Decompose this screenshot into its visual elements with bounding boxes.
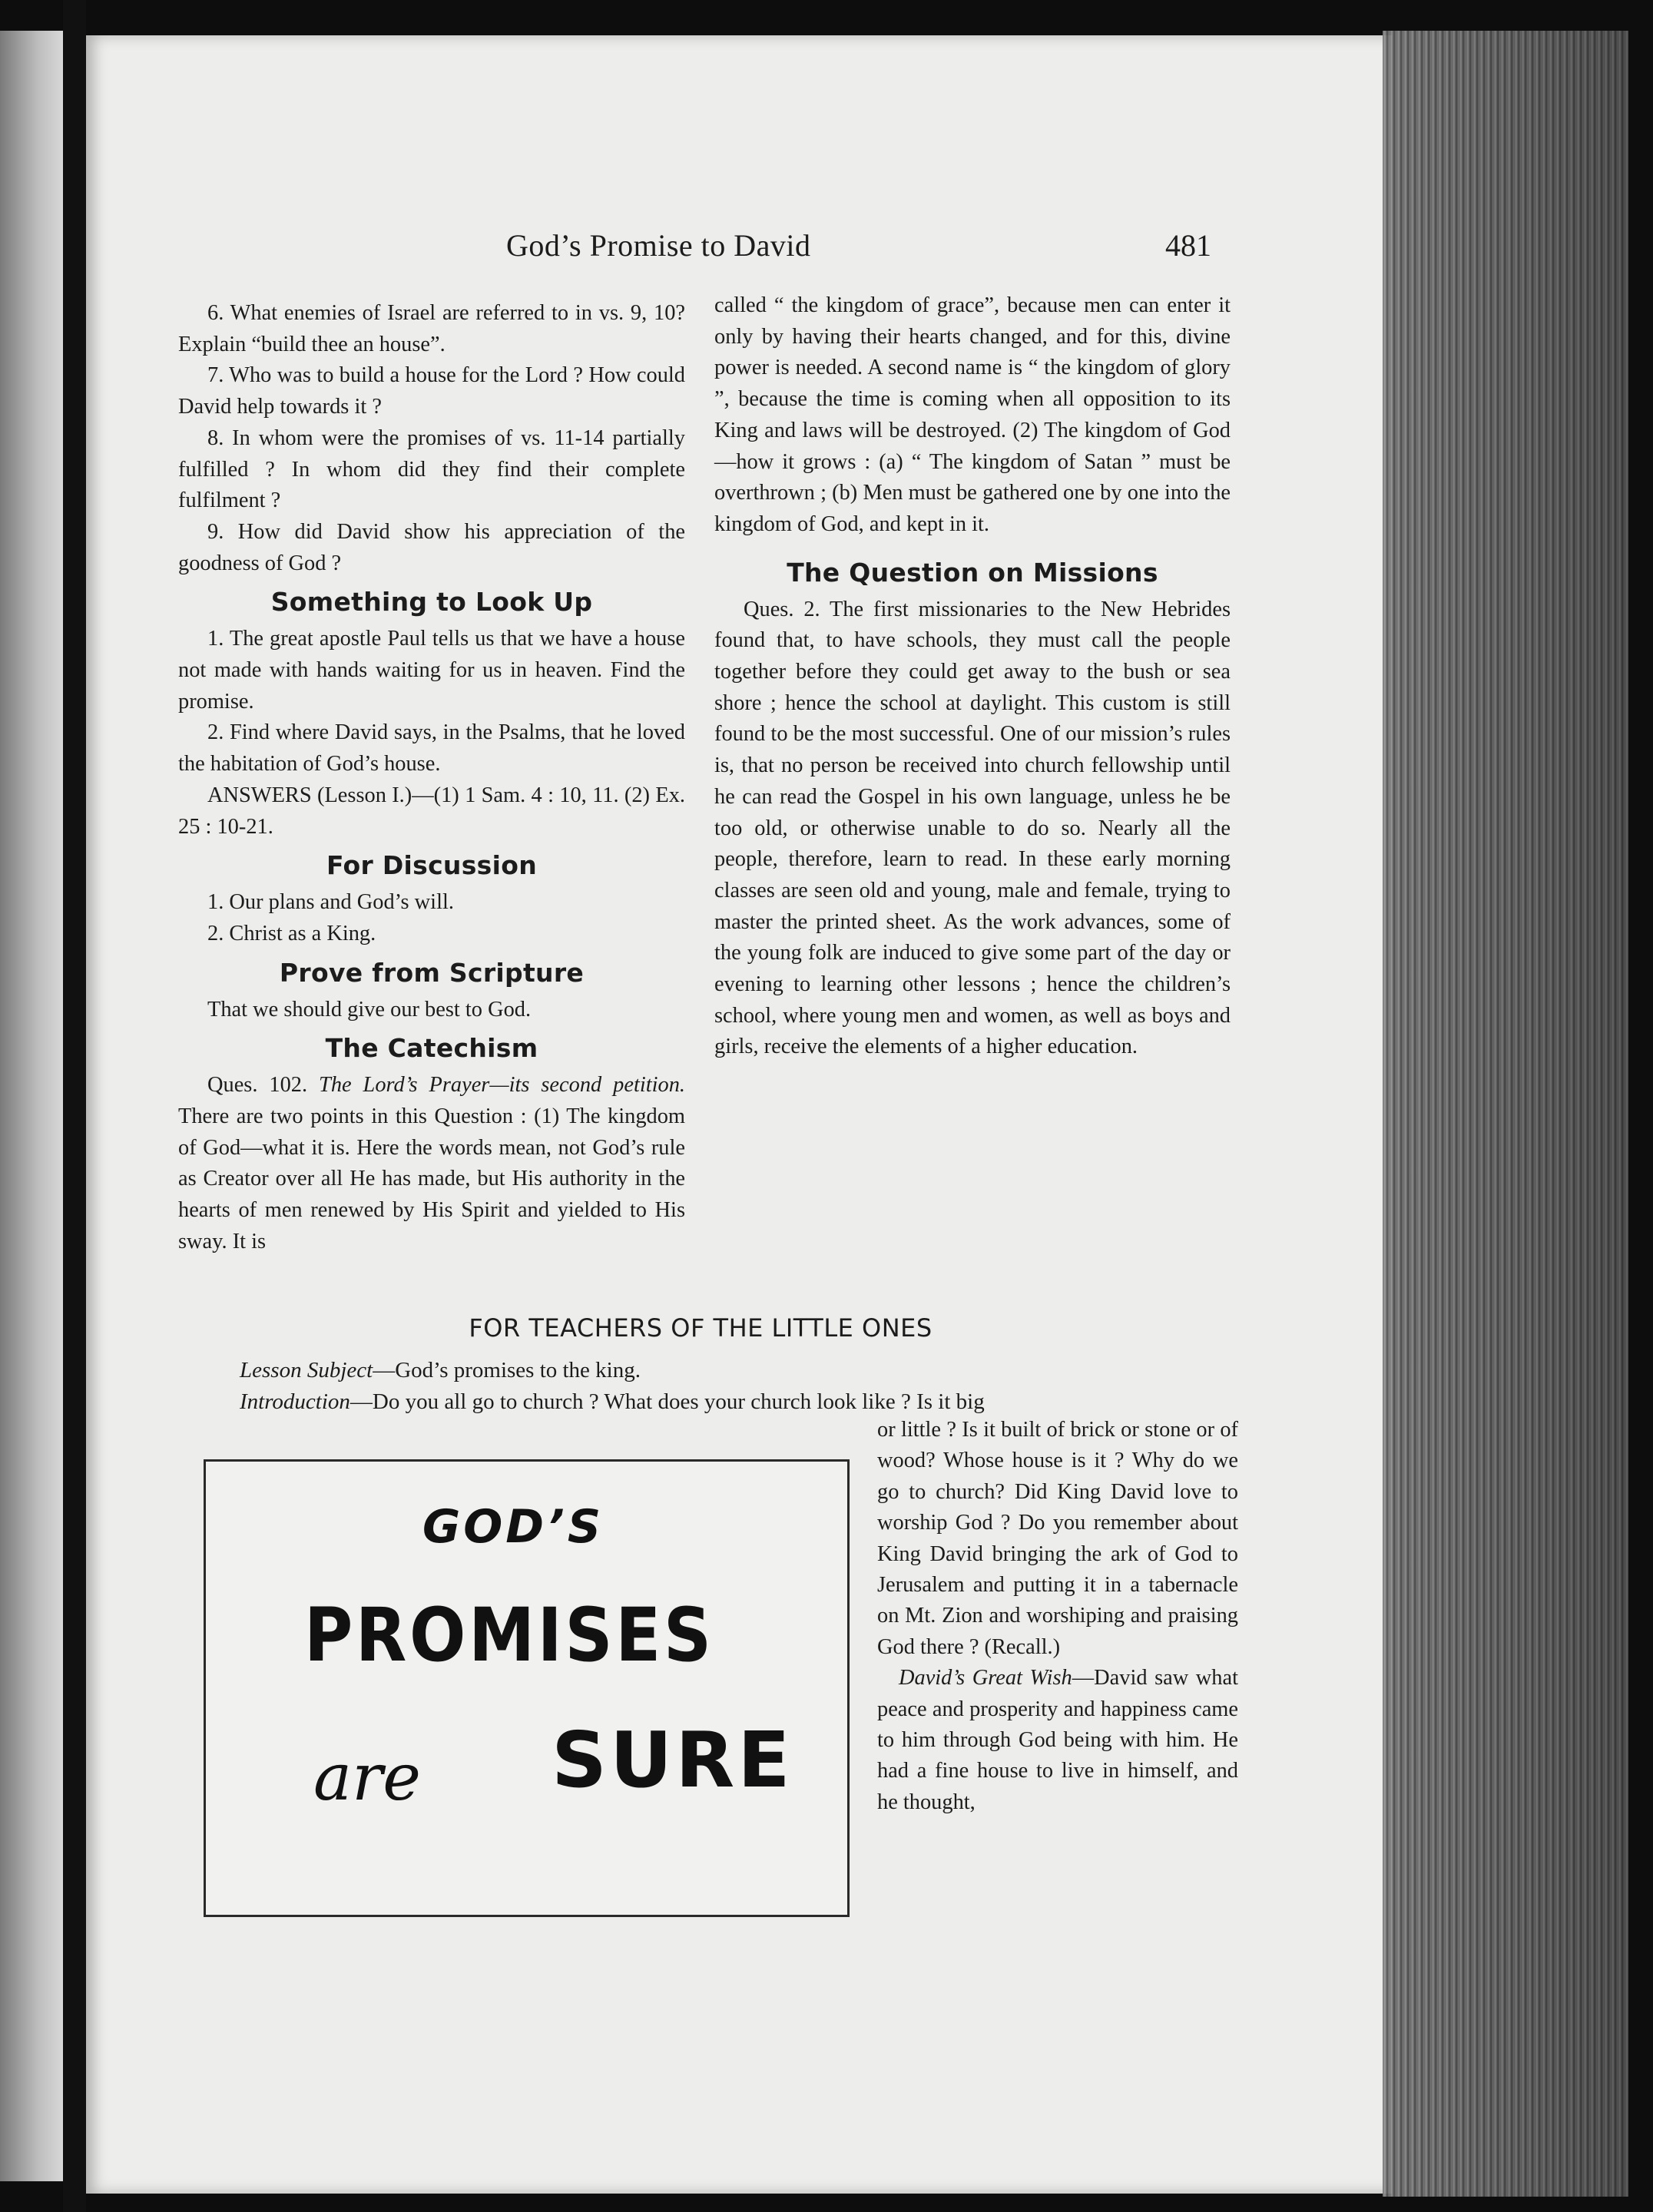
discussion-item-2: 2. Christ as a King. (207, 921, 376, 945)
story-continuation: or little ? Is it built of brick or stone or of wood? Whose house is it ? Why do we go to church? Did King David love to worship God ? Do you remember about King David bringing the ark of God to Jerusalem and putting it in a tabernacle on Mt. Zion and worshiping and praising God there ? (Recall.) (877, 1418, 1238, 1659)
scripture-text: That we should give our best to God. (207, 997, 532, 1022)
book-gutter (63, 0, 86, 2212)
wish-label: David’s Great Wish (899, 1666, 1072, 1690)
poster-line-promises: PROMISES (304, 1592, 714, 1678)
missions-heading: The Question on Missions (787, 557, 1158, 588)
catechism-heading: The Catechism (325, 1033, 538, 1064)
teachers-heading: FOR TEACHERS OF THE LITTLE ONES (469, 1313, 933, 1343)
page-number: 481 (1165, 228, 1211, 263)
answers: ANSWERS (Lesson I.)—(1) 1 Sam. 4 : 10, 11. (2) Ex. 25 : 10-21. (178, 783, 685, 839)
discussion-heading: For Discussion (326, 850, 537, 881)
left-page-edge (0, 31, 63, 2181)
discussion-item-1: 1. Our plans and God’s will. (207, 890, 454, 915)
story-column (877, 1415, 1238, 1818)
davids-wish-paragraph (877, 1663, 1238, 1818)
poster-line-gods: GOD’S (422, 1500, 605, 1554)
introduction-label: Introduction (240, 1389, 350, 1414)
running-title: God’s Promise to David (506, 228, 811, 263)
left-column (178, 298, 685, 1258)
lesson-subject (240, 1355, 641, 1386)
scripture-heading: Prove from Scripture (279, 957, 585, 988)
question-9: 9. How did David show his appreciation of the goodness of God ? (178, 519, 685, 575)
question-8: 8. In whom were the promises of vs. 11-14 partially fulfilled ? In whom did they find their complete fulfilment ? (178, 426, 685, 513)
poster-line-are: are (313, 1740, 421, 1815)
catechism-ques-title: The Lord’s Prayer—its second petition. (319, 1073, 685, 1098)
right-column (714, 290, 1231, 1063)
missions-text: Ques. 2. The first missionaries to the New Hebrides found that, to have schools, they must call the people together before they could get away to the bush or sea shore ; hence the school at daylight. This custom is still found to be the most successful. One of our mission’s rules is, that no person be received into church fellowship until he can read the Gospel in his own language, unless he be too old, or otherwise unable to do so. Nearly all the people, therefore, learn to read. In these early morning classes are seen old and young, male and female, trying to master the printed sheet. As the work advances, some of the young folk are induced to give some part of the day or evening to learning other lessons ; hence the children’s school, where young men and women, as well as boys and girls, receive the elements of a higher education. (714, 597, 1231, 1059)
page-edges (1383, 31, 1628, 2197)
lesson-subject-text: —God’s promises to the king. (373, 1358, 641, 1382)
catechism-paragraph (178, 1070, 685, 1257)
running-head (86, 227, 1392, 273)
catechism-continuation: called “ the kingdom of grace”, because men can enter it only by having their hearts changed, and for this, divine power is needed. A second name is “ the kingdom of glory ”, because the time is coming when all opposition to its King and laws will be destroyed. (2) The kingdom of God—how it grows : (a) “ The kingdom of Satan ” must be overthrown ; (b) Men must be gathered one by one into the kingdom of God, and kept in it. (714, 293, 1231, 536)
look-up-item-1: 1. The great apostle Paul tells us that we have a house not made with hands waiting for us in heaven. Find the promise. (178, 627, 685, 714)
poster-line-sure: SURE (552, 1715, 793, 1805)
catechism-text: There are two points in this Question : (1) The kingdom of God—what it is. Here the words mean, not God’s rule as Creator over all He has made, but His authority in the hearts of men renewed by His Spirit and yielded to His sway. It is (178, 1104, 685, 1253)
wish-text: —David saw what peace and prosperity and happiness came to him through God being with him. He had a fine house to live in himself, and he thought, (877, 1666, 1238, 1814)
look-up-heading: Something to Look Up (270, 587, 593, 618)
introduction-text: —Do you all go to church ? What does your church look like ? Is it big (349, 1389, 985, 1414)
question-6: 6. What enemies of Israel are referred to in vs. 9, 10? Explain “build thee an house”. (178, 301, 685, 356)
promises-poster (204, 1459, 850, 1917)
lesson-subject-label: Lesson Subject (240, 1358, 373, 1382)
question-7: 7. Who was to build a house for the Lord ? How could David help towards it ? (178, 363, 685, 419)
introduction (240, 1386, 1238, 1417)
look-up-item-2: 2. Find where David says, in the Psalms, that he loved the habitation of God’s house. (178, 720, 685, 777)
catechism-ques-label: Ques. 102. (207, 1073, 308, 1098)
